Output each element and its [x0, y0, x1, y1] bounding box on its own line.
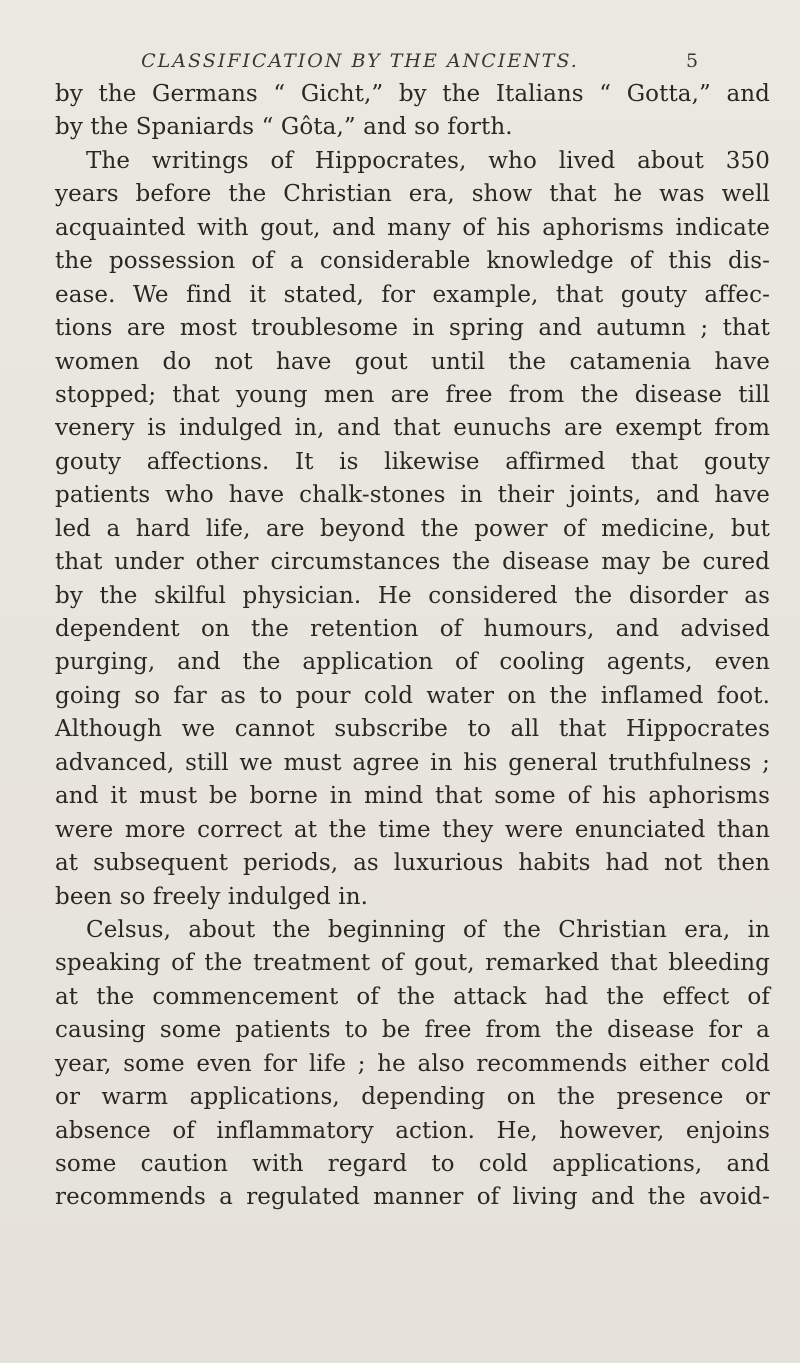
text-line: venery is indulged in, and that eunuchs are exempt from	[55, 415, 770, 442]
text-line: speaking of the treatment of gout, remarked that bleeding	[55, 950, 770, 977]
text-line: the possession of a considerable knowledge of this dis-	[55, 248, 770, 275]
text-line: stopped; that young men are free from the disease till	[55, 381, 770, 408]
text-line: by the Germans “ Gicht,” by the Italians “ Gotta,” and	[55, 81, 770, 107]
text-line: gouty affections. It is likewise affirmed that gouty	[55, 448, 770, 475]
text-line: led a hard life, are beyond the power of medicine, but	[55, 515, 770, 542]
text-line: at the commencement of the attack had the effect of	[55, 983, 770, 1010]
text-line: purging, and the application of cooling agents, even	[55, 649, 770, 676]
text-line: advanced, still we must agree in his general truthfulness ;	[55, 749, 770, 776]
text-line: some caution with regard to cold applications, and	[55, 1151, 770, 1177]
text-line: recommends a regulated manner of living and the avoid-	[55, 1184, 770, 1211]
text-line: or warm applications, depending on the presence or	[55, 1084, 770, 1111]
text-line: The writings of Hippocrates, who lived about 350	[86, 147, 770, 174]
body-text	[55, 78, 770, 1215]
text-line: that under other circumstances the disease may be cured	[55, 549, 770, 576]
text-line: were more correct at the time they were enunciated than	[55, 816, 770, 843]
text-line: dependent on the retention of humours, and advised	[55, 616, 770, 642]
text-line: Celsus, about the beginning of the Christian era, in	[86, 916, 770, 943]
text-line: years before the Christian era, show that he was well	[55, 181, 770, 208]
text-line: absence of inflammatory action. He, however, enjoins	[55, 1117, 770, 1144]
text-line: at subsequent periods, as luxurious habits had not then	[55, 850, 770, 877]
text-line: Although we cannot subscribe to all that Hippocrates	[55, 716, 770, 743]
text-line: patients who have chalk-stones in their joints, and have	[55, 482, 770, 509]
running-title: CLASSIFICATION BY THE ANCIENTS.	[141, 50, 579, 72]
text-line: by the skilful physician. He considered the disorder as	[55, 582, 770, 609]
text-line: been so freely indulged in.	[55, 883, 369, 910]
text-line: tions are most troublesome in spring and autumn ; that	[55, 315, 770, 342]
text-line: causing some patients to be free from the disease for a	[55, 1017, 770, 1044]
text-line: by the Spaniards “ Gôta,” and so forth.	[55, 114, 513, 141]
text-line: year, some even for life ; he also recommends either cold	[55, 1050, 770, 1077]
text-line: women do not have gout until the catamenia have	[55, 348, 770, 375]
text-line: and it must be borne in mind that some of his aphorisms	[55, 783, 770, 810]
text-line: ease. We find it stated, for example, that gouty affec-	[55, 281, 770, 308]
text-line: acquainted with gout, and many of his aphorisms indicate	[55, 214, 770, 241]
page-number: 5	[686, 50, 699, 72]
text-line: going so far as to pour cold water on the inflamed foot.	[55, 682, 770, 709]
